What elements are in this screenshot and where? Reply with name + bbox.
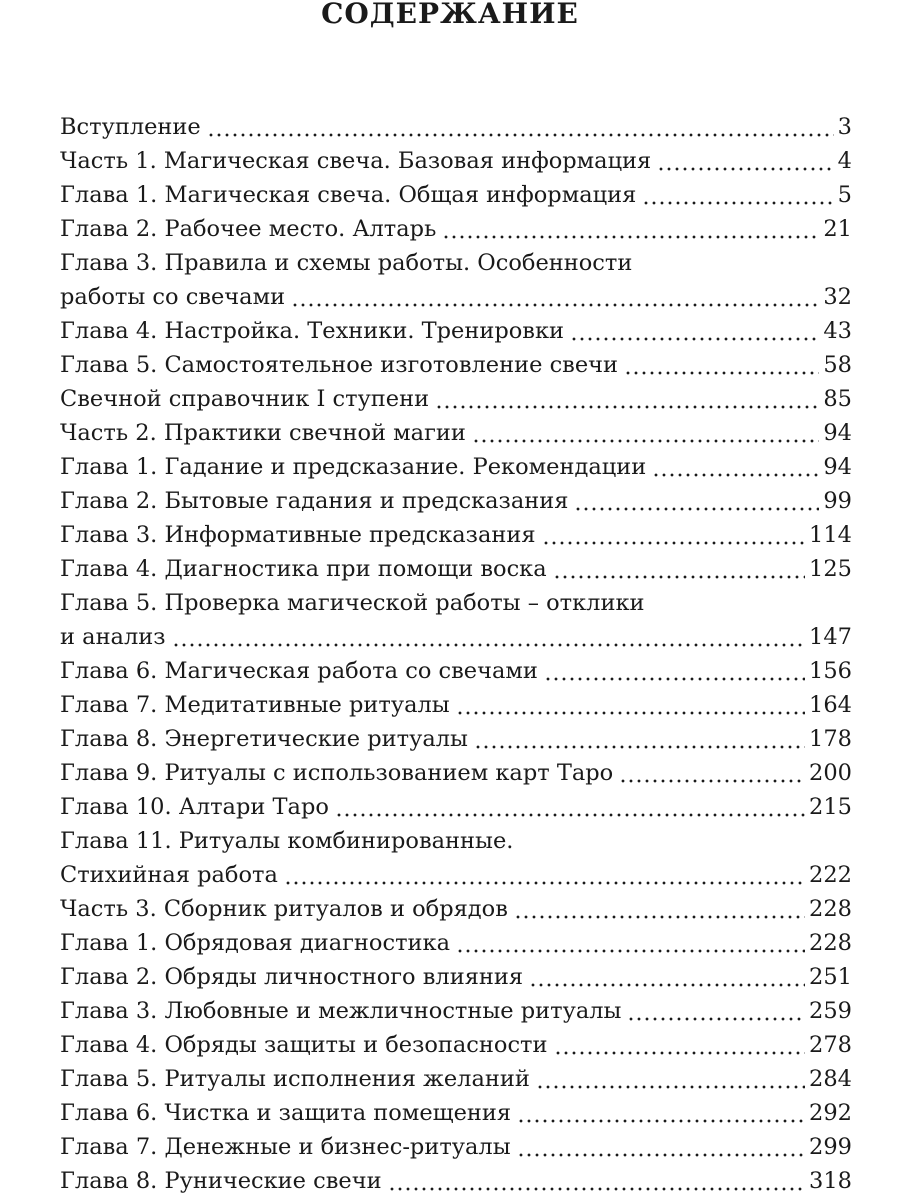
dot-leader bbox=[536, 1084, 805, 1090]
dot-leader bbox=[627, 1016, 805, 1022]
toc-entry-page-number: 147 bbox=[809, 624, 852, 650]
dot-leader bbox=[335, 812, 805, 818]
toc-entry-row bbox=[60, 892, 852, 926]
toc-entry-row bbox=[60, 688, 852, 722]
dot-leader bbox=[456, 710, 805, 716]
toc-entry-page-number: 200 bbox=[809, 760, 852, 786]
dot-leader bbox=[642, 200, 833, 206]
toc-entry-page-number: 278 bbox=[809, 1032, 852, 1058]
toc-entry bbox=[60, 586, 852, 654]
toc-entry-page-number: 222 bbox=[809, 862, 852, 888]
dot-leader bbox=[574, 506, 819, 512]
dot-leader bbox=[291, 302, 819, 308]
toc-entry bbox=[60, 144, 852, 178]
toc-entry-row bbox=[60, 178, 852, 212]
dot-leader bbox=[474, 744, 805, 750]
toc-entry-page-number: 178 bbox=[809, 726, 852, 752]
toc-entry-row bbox=[60, 858, 852, 892]
toc-entry-title: Глава 8. Рунические свечи bbox=[60, 1168, 382, 1194]
toc-entry-title: Глава 8. Энергетические ритуалы bbox=[60, 726, 468, 752]
toc-entry-title: Глава 2. Бытовые гадания и предсказания bbox=[60, 488, 569, 514]
page-title: СОДЕРЖАНИЕ bbox=[321, 0, 579, 30]
toc-entry-row bbox=[60, 620, 852, 654]
toc-entry bbox=[60, 688, 852, 722]
toc-entry bbox=[60, 110, 852, 144]
toc-entry-row bbox=[60, 484, 852, 518]
toc-entry-row bbox=[60, 280, 852, 314]
toc-entry-row bbox=[60, 144, 852, 178]
dot-leader bbox=[442, 234, 819, 240]
toc-entry bbox=[60, 450, 852, 484]
toc-entry-page-number: 156 bbox=[809, 658, 852, 684]
toc-entry-row bbox=[60, 994, 852, 1028]
toc-entry-title: Часть 2. Практики свечной магии bbox=[60, 420, 466, 446]
toc-entry bbox=[60, 790, 852, 824]
toc-entry-row bbox=[60, 212, 852, 246]
toc-entry bbox=[60, 314, 852, 348]
toc-entry-page-number: 94 bbox=[823, 454, 852, 480]
toc-entry-title: Глава 3. Информативные предсказания bbox=[60, 522, 536, 548]
toc-entry-row bbox=[60, 1130, 852, 1164]
toc-entry-page-number: 43 bbox=[823, 318, 852, 344]
dot-leader bbox=[544, 676, 805, 682]
toc-entry-title: Глава 4. Настройка. Техники. Тренировки bbox=[60, 318, 565, 344]
toc-entry-page-number: 164 bbox=[809, 692, 852, 718]
toc-entry-page-number: 318 bbox=[809, 1168, 852, 1194]
toc-entry-row bbox=[60, 518, 852, 552]
toc-entry-page-number: 228 bbox=[809, 896, 852, 922]
toc-entry-row bbox=[60, 756, 852, 790]
toc-entry-title: Глава 1. Обрядовая диагностика bbox=[60, 930, 450, 956]
toc-entry-title: Часть 1. Магическая свеча. Базовая информация bbox=[60, 148, 652, 174]
toc-entry-title: Глава 2. Рабочее место. Алтарь bbox=[60, 216, 437, 242]
toc-entry-page-number: 251 bbox=[809, 964, 852, 990]
toc-entry bbox=[60, 382, 852, 416]
dot-leader bbox=[456, 948, 805, 954]
toc-entry bbox=[60, 552, 852, 586]
dot-leader bbox=[284, 880, 805, 886]
toc-entry-row bbox=[60, 722, 852, 756]
toc-entry-row bbox=[60, 552, 852, 586]
toc-entry-page-number: 114 bbox=[809, 522, 852, 548]
toc-entry-title: Глава 3. Любовные и межличностные ритуалы bbox=[60, 998, 622, 1024]
toc-entry-title: Вступление bbox=[60, 114, 201, 140]
toc-entry-title: Глава 7. Денежные и бизнес-ритуалы bbox=[60, 1134, 511, 1160]
dot-leader bbox=[652, 472, 819, 478]
toc-entry-title: Глава 5. Ритуалы исполнения желаний bbox=[60, 1066, 530, 1092]
table-of-contents bbox=[60, 110, 852, 1198]
toc-entry-page-number: 3 bbox=[837, 114, 852, 140]
toc-entry-page-number: 85 bbox=[823, 386, 852, 412]
toc-entry bbox=[60, 892, 852, 926]
toc-entry-row bbox=[60, 348, 852, 382]
toc-entry bbox=[60, 484, 852, 518]
toc-entry-title: Глава 1. Магическая свеча. Общая информация bbox=[60, 182, 637, 208]
toc-entry-title: Глава 9. Ритуалы с использованием карт Таро bbox=[60, 760, 614, 786]
toc-entry-title: Глава 7. Медитативные ритуалы bbox=[60, 692, 450, 718]
toc-entry-title: Стихийная работа bbox=[60, 862, 278, 888]
toc-entry bbox=[60, 212, 852, 246]
toc-entry-row bbox=[60, 926, 852, 960]
toc-entry-title-line1: Глава 11. Ритуалы комбинированные. bbox=[60, 828, 514, 854]
toc-entry-page-number: 292 bbox=[809, 1100, 852, 1126]
dot-leader bbox=[388, 1186, 805, 1192]
toc-entry-page-number: 299 bbox=[809, 1134, 852, 1160]
toc-entry bbox=[60, 1028, 852, 1062]
toc-entry-row bbox=[60, 382, 852, 416]
dot-leader bbox=[514, 914, 805, 920]
toc-entry-row bbox=[60, 1028, 852, 1062]
dot-leader bbox=[657, 166, 833, 172]
toc-entry-title: Глава 6. Магическая работа со свечами bbox=[60, 658, 538, 684]
dot-leader bbox=[435, 404, 819, 410]
dot-leader bbox=[619, 778, 805, 784]
toc-entry-title: Часть 3. Сборник ритуалов и обрядов bbox=[60, 896, 508, 922]
toc-entry-row bbox=[60, 790, 852, 824]
toc-entry-title: Глава 10. Алтари Таро bbox=[60, 794, 329, 820]
toc-entry-page-number: 284 bbox=[809, 1066, 852, 1092]
toc-entry bbox=[60, 994, 852, 1028]
toc-entry-page-number: 99 bbox=[823, 488, 852, 514]
dot-leader bbox=[553, 574, 805, 580]
toc-entry-page-number: 215 bbox=[809, 794, 852, 820]
toc-entry bbox=[60, 1062, 852, 1096]
toc-entry-page-number: 94 bbox=[823, 420, 852, 446]
toc-entry bbox=[60, 246, 852, 314]
toc-entry-row bbox=[60, 314, 852, 348]
toc-entry-title: Глава 4. Обряды защиты и безопасности bbox=[60, 1032, 548, 1058]
toc-entry-row bbox=[60, 1164, 852, 1198]
toc-entry-page-number: 58 bbox=[823, 352, 852, 378]
toc-entry-title: работы со свечами bbox=[60, 284, 286, 310]
dot-leader bbox=[570, 336, 819, 342]
toc-entry bbox=[60, 416, 852, 450]
toc-entry bbox=[60, 1096, 852, 1130]
toc-entry-page-number: 5 bbox=[837, 182, 852, 208]
toc-entry-row bbox=[60, 416, 852, 450]
toc-entry-page-number: 32 bbox=[823, 284, 852, 310]
dot-leader bbox=[554, 1050, 806, 1056]
toc-entry-title-line1: Глава 3. Правила и схемы работы. Особенности bbox=[60, 250, 633, 276]
toc-entry-title: и анализ bbox=[60, 624, 166, 650]
toc-entry-title: Глава 2. Обряды личностного влияния bbox=[60, 964, 524, 990]
toc-entry-page-number: 125 bbox=[809, 556, 852, 582]
toc-entry-title: Глава 1. Гадание и предсказание. Рекомендации bbox=[60, 454, 647, 480]
toc-entry-page-number: 21 bbox=[823, 216, 852, 242]
toc-entry-title: Свечной справочник I ступени bbox=[60, 386, 430, 412]
toc-entry bbox=[60, 926, 852, 960]
toc-entry-row bbox=[60, 450, 852, 484]
toc-entry-row bbox=[60, 654, 852, 688]
toc-entry-title: Глава 4. Диагностика при помощи воска bbox=[60, 556, 547, 582]
toc-entry-row bbox=[60, 1096, 852, 1130]
toc-entry-title: Глава 6. Чистка и защита помещения bbox=[60, 1100, 512, 1126]
toc-entry-row bbox=[60, 1062, 852, 1096]
toc-entry bbox=[60, 654, 852, 688]
toc-entry-title-line1: Глава 5. Проверка магической работы – отклики bbox=[60, 590, 645, 616]
toc-entry-row bbox=[60, 960, 852, 994]
toc-entry-row bbox=[60, 110, 852, 144]
toc-entry bbox=[60, 348, 852, 382]
dot-leader bbox=[529, 982, 805, 988]
dot-leader bbox=[207, 132, 834, 138]
toc-entry bbox=[60, 1164, 852, 1198]
dot-leader bbox=[472, 438, 819, 444]
toc-entry bbox=[60, 518, 852, 552]
dot-leader bbox=[172, 642, 806, 648]
dot-leader bbox=[517, 1152, 805, 1158]
toc-entry bbox=[60, 1130, 852, 1164]
dot-leader bbox=[624, 370, 819, 376]
toc-entry bbox=[60, 756, 852, 790]
toc-entry bbox=[60, 722, 852, 756]
toc-entry bbox=[60, 824, 852, 892]
toc-entry bbox=[60, 178, 852, 212]
dot-leader bbox=[542, 540, 805, 546]
toc-entry-page-number: 228 bbox=[809, 930, 852, 956]
toc-entry bbox=[60, 960, 852, 994]
toc-entry-page-number: 4 bbox=[837, 148, 852, 174]
dot-leader bbox=[517, 1118, 805, 1124]
toc-entry-title: Глава 5. Самостоятельное изготовление свечи bbox=[60, 352, 619, 378]
toc-entry-page-number: 259 bbox=[809, 998, 852, 1024]
